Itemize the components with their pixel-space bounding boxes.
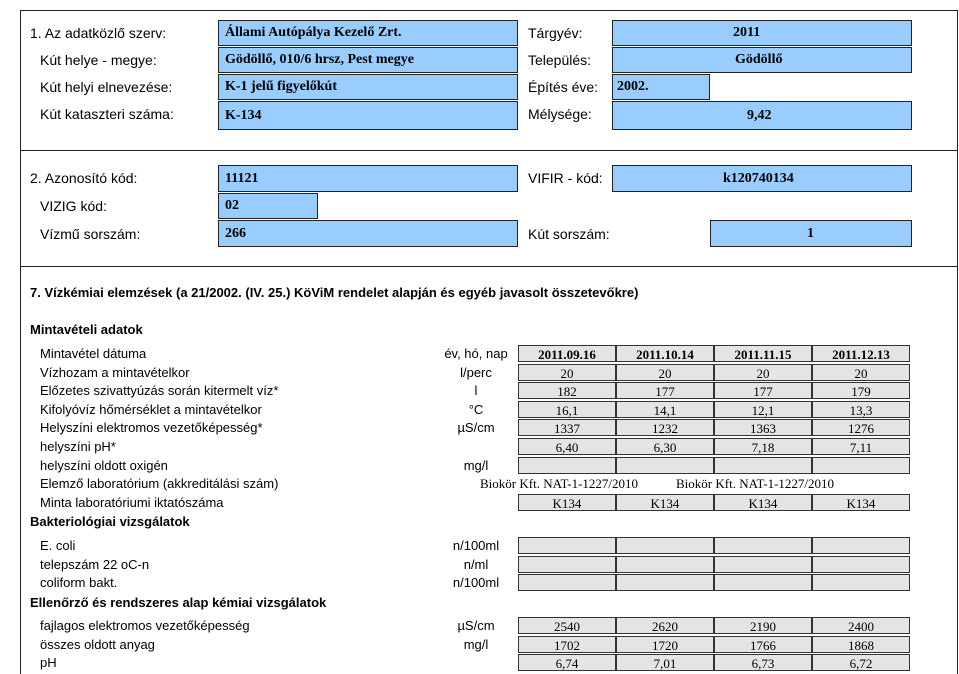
- vizig-label: VIZIG kód:: [40, 198, 107, 214]
- value-cell[interactable]: [714, 574, 812, 591]
- value-cell[interactable]: 2011.11.15: [714, 345, 812, 362]
- value-cell[interactable]: 2540: [518, 617, 616, 634]
- vifir-label: VIFIR - kód:: [528, 170, 603, 186]
- built-label: Építés éve:: [528, 79, 599, 95]
- value-cell[interactable]: [616, 574, 714, 591]
- well-no-field[interactable]: [710, 220, 912, 247]
- value-cell[interactable]: 2620: [616, 617, 714, 634]
- value-cell[interactable]: [812, 556, 910, 573]
- bact-title: Bakteriológiai vizsgálatok: [30, 514, 190, 529]
- value-cell[interactable]: 1702: [518, 636, 616, 653]
- location-field[interactable]: [218, 47, 518, 73]
- value-cell[interactable]: 1363: [714, 419, 812, 436]
- depth-field[interactable]: [612, 101, 912, 130]
- section1-title: 1. Az adatközlő szerv:: [30, 25, 167, 41]
- row-unit: mg/l: [463, 636, 489, 652]
- row-label: összes oldott anyag: [40, 636, 155, 652]
- location-label: Kút helye - megye:: [40, 52, 157, 68]
- value-cell[interactable]: 13,3: [812, 401, 910, 418]
- value-cell[interactable]: K134: [812, 494, 910, 511]
- value-cell[interactable]: K134: [616, 494, 714, 511]
- utility-field[interactable]: [218, 220, 518, 247]
- cadastral-value: K-134: [225, 107, 262, 123]
- value-cell[interactable]: [518, 457, 616, 474]
- value-cell[interactable]: 14,1: [616, 401, 714, 418]
- depth-value: 9,42: [747, 107, 772, 123]
- value-cell[interactable]: 2190: [714, 617, 812, 634]
- value-cell[interactable]: [812, 457, 910, 474]
- row-label: fajlagos elektromos vezetőképesség: [40, 618, 250, 633]
- built-field[interactable]: [612, 74, 710, 100]
- value-cell[interactable]: 7,18: [714, 438, 812, 455]
- row-unit: n/ml: [463, 556, 489, 572]
- value-cell[interactable]: 1232: [616, 419, 714, 436]
- org-field[interactable]: [218, 20, 518, 46]
- settlement-label: Település:: [528, 52, 592, 68]
- row-label: Elemző laboratórium (akkreditálási szám): [40, 476, 279, 492]
- local-name-field[interactable]: [218, 74, 518, 100]
- value-cell[interactable]: 6,74: [518, 654, 616, 671]
- value-cell[interactable]: [518, 574, 616, 591]
- row-label: Vízhozam a mintavételkor: [40, 364, 190, 380]
- value-cell[interactable]: 177: [714, 382, 812, 399]
- row-label: coliform bakt.: [40, 575, 118, 591]
- year-label: Tárgyév:: [528, 25, 583, 41]
- value-cell[interactable]: 7,01: [616, 654, 714, 671]
- row-unit: l/perc: [460, 364, 492, 380]
- row-unit: µS/cm: [457, 420, 495, 436]
- utility-label: Vízmű sorszám:: [40, 226, 141, 242]
- depth-label: Mélysége:: [528, 106, 592, 122]
- value-cell[interactable]: 20: [812, 364, 910, 381]
- value-cell[interactable]: [714, 556, 812, 573]
- value-cell[interactable]: [518, 556, 616, 573]
- row-unit: °C: [468, 401, 484, 417]
- row-unit: n/100ml: [452, 538, 500, 553]
- cadastral-label: Kút kataszteri száma:: [40, 106, 174, 122]
- row-unit: év, hó, nap: [444, 346, 508, 361]
- row-label: Mintavétel dátuma: [40, 346, 147, 361]
- value-cell[interactable]: 182: [518, 382, 616, 399]
- value-cell[interactable]: 12,1: [714, 401, 812, 418]
- vifir-field[interactable]: [612, 165, 912, 192]
- year-field[interactable]: [612, 20, 912, 46]
- settlement-field[interactable]: [612, 47, 912, 73]
- value-cell[interactable]: 6,72: [812, 654, 910, 671]
- vifir-value: k120740134: [723, 170, 794, 186]
- value-cell[interactable]: [616, 457, 714, 474]
- vizig-field[interactable]: [218, 193, 318, 219]
- well-no-label: Kút sorszám:: [528, 226, 610, 242]
- year-value: 2011: [733, 25, 761, 40]
- row-label: Előzetes szivattyúzás során kitermelt víz*: [40, 383, 279, 399]
- location-value: Gödöllő, 010/6 hrsz, Pest megye: [225, 52, 414, 67]
- row-label: Minta laboratóriumi iktatószáma: [40, 494, 224, 510]
- value-cell[interactable]: 20: [518, 364, 616, 381]
- lab-name: Biokör Kft. NAT-1-1227/2010: [480, 476, 639, 492]
- row-unit: n/100ml: [452, 575, 500, 591]
- value-cell[interactable]: 20: [714, 364, 812, 381]
- row-label: pH: [40, 655, 57, 671]
- value-cell[interactable]: 1337: [518, 419, 616, 436]
- row-unit: µS/cm: [457, 618, 495, 633]
- sampling-title: Mintavételi adatok: [30, 322, 143, 337]
- value-cell[interactable]: [616, 556, 714, 573]
- value-cell[interactable]: 1766: [714, 636, 812, 653]
- row-unit: mg/l: [463, 457, 489, 473]
- value-cell[interactable]: [714, 537, 812, 554]
- value-cell[interactable]: 6,73: [714, 654, 812, 671]
- value-cell[interactable]: 2011.09.16: [518, 345, 616, 362]
- built-value: 2002.: [617, 79, 649, 94]
- row-label: Kifolyóvíz hőmérséklet a mintavételkor: [40, 401, 262, 417]
- vizig-value: 02: [225, 198, 239, 213]
- row-label: helyszíni oldott oxigén: [40, 457, 168, 473]
- chem-title: Ellenőrző és rendszeres alap kémiai vizsgálatok: [30, 595, 327, 610]
- divider-1: [20, 150, 957, 151]
- value-cell[interactable]: K134: [714, 494, 812, 511]
- value-cell[interactable]: 6,30: [616, 438, 714, 455]
- value-cell[interactable]: 1720: [616, 636, 714, 653]
- value-cell[interactable]: K134: [518, 494, 616, 511]
- top-border: [20, 10, 957, 11]
- local-name-label: Kút helyi elnevezése:: [40, 79, 173, 95]
- value-cell[interactable]: [616, 537, 714, 554]
- section7-title: 7. Vízkémiai elemzések (a 21/2002. (IV. 25.) KöViM rendelet alapján és egyéb javasolt összetevőkre): [30, 285, 639, 300]
- row-label: E. coli: [40, 538, 76, 553]
- value-cell[interactable]: 6,40: [518, 438, 616, 455]
- cadastral-field[interactable]: [218, 101, 518, 130]
- value-cell[interactable]: 177: [616, 382, 714, 399]
- value-cell[interactable]: [812, 574, 910, 591]
- value-cell[interactable]: 2011.10.14: [616, 345, 714, 362]
- value-cell[interactable]: 179: [812, 382, 910, 399]
- value-cell[interactable]: 16,1: [518, 401, 616, 418]
- row-label: Helyszíni elektromos vezetőképesség*: [40, 420, 263, 436]
- value-cell[interactable]: [714, 457, 812, 474]
- value-cell[interactable]: [518, 537, 616, 554]
- id-label: 2. Azonosító kód:: [30, 170, 138, 186]
- org-value: Állami Autópálya Kezelő Zrt.: [225, 25, 402, 40]
- row-unit: l: [474, 383, 478, 399]
- well-no-value: 1: [807, 225, 814, 241]
- id-value: 11121: [225, 170, 259, 186]
- value-cell[interactable]: 1868: [812, 636, 910, 653]
- value-cell[interactable]: 1276: [812, 419, 910, 436]
- settlement-value: Gödöllő: [735, 52, 783, 67]
- value-cell[interactable]: 2011.12.13: [812, 345, 910, 362]
- id-field[interactable]: [218, 165, 518, 192]
- value-cell[interactable]: 2400: [812, 617, 910, 634]
- local-name-value: K-1 jelű figyelőkút: [225, 79, 337, 94]
- value-cell[interactable]: 7,11: [812, 438, 910, 455]
- value-cell[interactable]: 20: [616, 364, 714, 381]
- row-label: helyszíni pH*: [40, 439, 116, 454]
- value-cell[interactable]: [812, 537, 910, 554]
- utility-value: 266: [225, 225, 246, 241]
- divider-2: [20, 266, 957, 267]
- lab-name: Biokör Kft. NAT-1-1227/2010: [676, 476, 835, 492]
- row-label: telepszám 22 oC-n: [40, 556, 150, 572]
